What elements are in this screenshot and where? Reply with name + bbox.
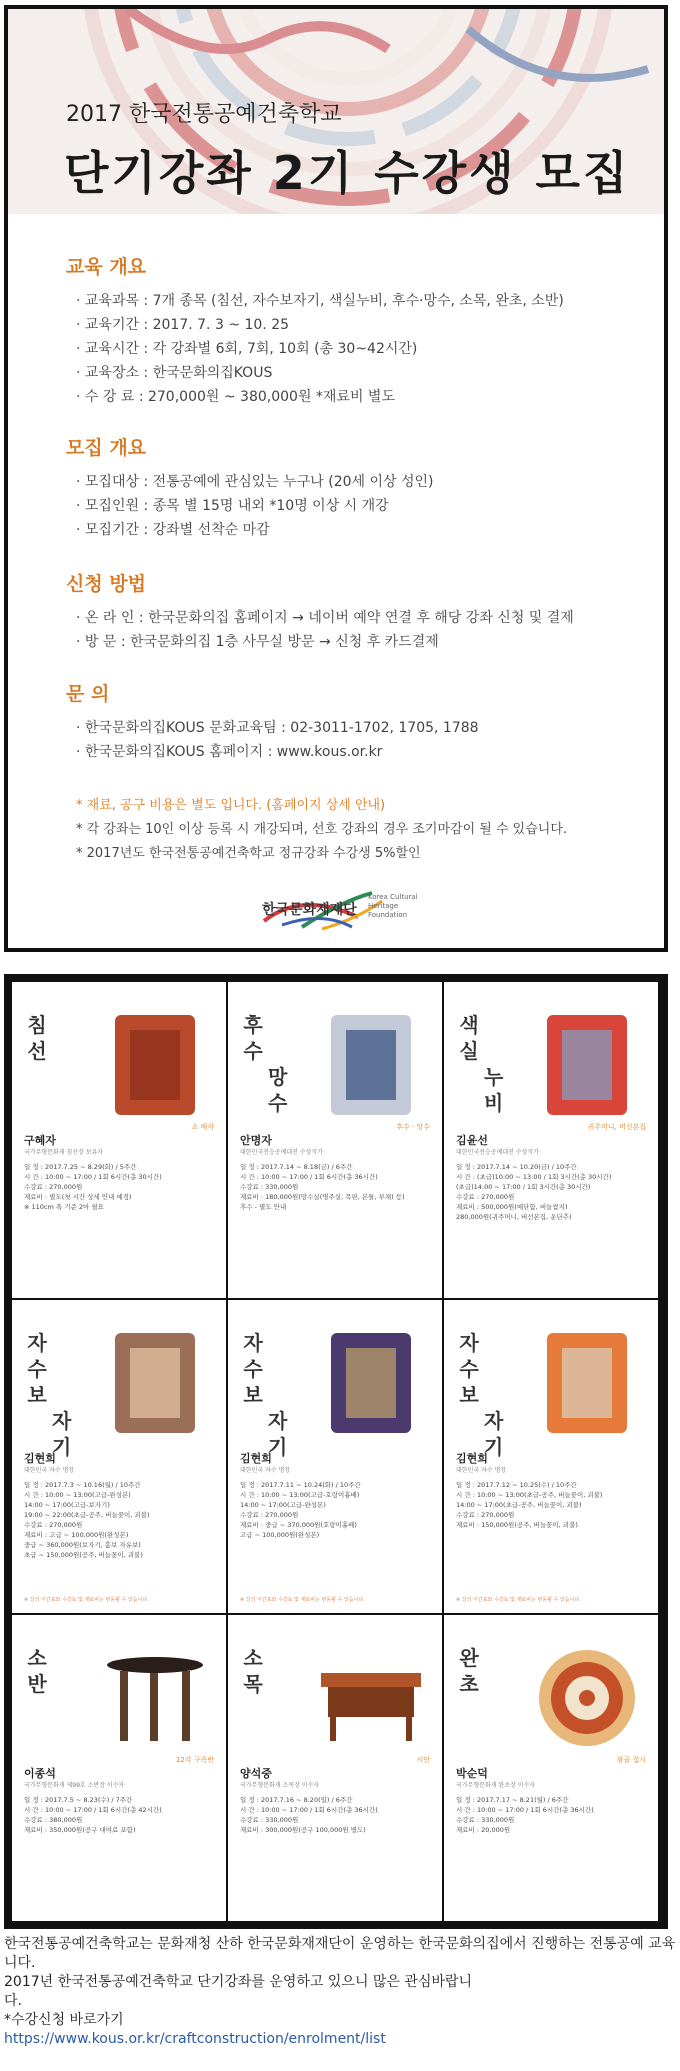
course-artwork — [532, 1643, 642, 1753]
course-detail-line: 일 정 : 2017.7.5 ~ 8.23(수) / 7주간 — [24, 1796, 133, 1804]
info-item: · 교육장소 : 한국문화의집KOUS — [76, 361, 564, 385]
course-detail-line: 280,000원(귀주머니, 버선본집, 운단추) — [456, 1213, 572, 1221]
course-detail-line: 19:00 ~ 22:00(초급-공주, 버늘꽂이, 괴불) — [24, 1511, 150, 1519]
course-title-char: 색 — [459, 1013, 479, 1037]
info-item: · 모집기간 : 강좌별 선착순 마감 — [76, 518, 434, 542]
section-heading: 신청 방법 — [66, 573, 147, 595]
course-detail-line: 14:00 ~ 17:00(초급-공주, 버늘꽂이, 괴불) — [456, 1501, 582, 1509]
course-title-char: 수 — [459, 1357, 479, 1381]
instructor-role: 국가무형문화재 제99호 소반장 이수자 — [24, 1782, 125, 1789]
course-detail-line: 시 간 : 10:00 ~ 17:00 / 1회 6시간(총 36시간) — [456, 1806, 594, 1814]
notes — [76, 794, 567, 866]
course-title: 후 수 망 수 — [243, 1013, 288, 1115]
course-details — [456, 1795, 656, 1835]
section-heading: 문 의 — [66, 683, 110, 705]
course-title-char: 침 — [27, 1013, 47, 1037]
course-artwork — [316, 1010, 426, 1120]
instructor-name: 김현희 — [24, 1452, 56, 1465]
course-details — [240, 1480, 440, 1540]
instructor-role: 국가무형문화재 완초장 이수자 — [456, 1782, 536, 1789]
instructor-role: 국가무형문화재 소목장 이수자 — [240, 1782, 320, 1789]
course-detail-line: 시 간 : (초급)10:00 ~ 13:00 / 1회 3시간(총 30시간) — [456, 1173, 612, 1181]
schedule-footnote: ※ 강의 시간표와 수강료 및 재료비는 변동될 수 있습니다. — [456, 1597, 581, 1603]
body-line: 다. — [4, 1993, 22, 2009]
section-education — [66, 252, 564, 409]
course-detail-line: 수강료 : 270,000원 — [24, 1521, 83, 1529]
info-item: · 온 라 인 : 한국문화의집 홈페이지 → 네이버 예약 연결 후 해당 강좌 신청 및 결제 — [76, 606, 574, 630]
instructor-role: 국가무형문화재 침선장 보유자 — [24, 1149, 104, 1156]
course-detail-line: 일 정 : 2017.7.3 ~ 10.16(월) / 10주간 — [24, 1481, 141, 1489]
course-detail-line: 시 간 : 10:00 ~ 13:00(초급-공주, 버늘꽂이, 괴불) — [456, 1491, 603, 1499]
course-details — [240, 1795, 440, 1835]
course-detail-line: 재료비 : 중급 ~ 370,000원(호랑이흉배) — [240, 1521, 357, 1529]
course-title-char: 목 — [243, 1672, 263, 1696]
course-title-char: 수 — [27, 1357, 47, 1381]
course-detail-line: 수강료 : 270,000원 — [240, 1511, 299, 1519]
course-details — [240, 1162, 440, 1212]
course-title — [242, 1645, 264, 1697]
section-heading: 교육 개요 — [66, 256, 147, 278]
post-body — [4, 1935, 676, 2049]
course-card — [444, 982, 658, 1298]
course-title-char: 완 — [459, 1646, 479, 1670]
course-title — [458, 1645, 480, 1697]
foundation-name: 한국문화재재단 — [262, 902, 357, 918]
artwork-caption: 왕골 접시 — [616, 1756, 646, 1764]
course-title-char: 보 — [459, 1383, 479, 1407]
instructor-role: 대한민국 자수 명장 — [456, 1467, 507, 1474]
course-card — [228, 1615, 442, 1921]
course-detail-line: 중급 ~ 360,000원(보자기, 홑보 자유보) — [24, 1541, 141, 1549]
course-title-char: 소 — [243, 1646, 263, 1670]
info-item: · 모집인원 : 종목 별 15명 내외 *10명 이상 시 개강 — [76, 494, 434, 518]
course-details — [456, 1480, 656, 1530]
instructor-role: 대한민국 자수 명장 — [24, 1467, 75, 1474]
foundation-logo — [262, 881, 432, 933]
instructor-name: 이종석 — [24, 1767, 56, 1780]
course-detail-line: 재료비 : 350,000원(공구 대여료 포함) — [24, 1826, 136, 1834]
body-line: 한국전통공예건축학교는 문화재청 산하 한국문화재재단이 운영하는 한국문화의집에서 진행하는 전통공예 교육 — [4, 1936, 676, 1952]
instructor-role: 대한민국전승공예대전 수상작가 — [240, 1149, 324, 1156]
course-details — [24, 1162, 224, 1212]
course-details — [24, 1795, 224, 1835]
course-detail-line: 재료비 : 180,000원(망수실(명주실, 목판, 본틀, 부채) 등) — [240, 1193, 405, 1201]
course-detail-line: 시 간 : 10:00 ~ 17:00 / 1회 6시간(총 42시간) — [24, 1806, 162, 1814]
foundation-name-en: Korea Cultural Heritage Foundation — [368, 893, 418, 919]
course-card — [12, 1615, 226, 1921]
course-detail-line: 초급 ~ 150,000원(공주, 버늘꽂이, 괴불) — [24, 1551, 143, 1559]
course-detail-line: 시 간 : 10:00 ~ 13:00(고급-완성본) — [24, 1491, 131, 1499]
course-detail-line: 시 간 : 10:00 ~ 17:00 / 1회 6시간(총 30시간) — [24, 1173, 162, 1181]
course-title-char: 소 — [27, 1646, 47, 1670]
course-title-char: 반 — [27, 1672, 47, 1696]
course-title — [26, 1645, 48, 1697]
course-detail-line: 재료비 : 500,000원(예단함, 버늘쌈지) — [456, 1203, 568, 1211]
course-detail-line: 일 정 : 2017.7.11 ~ 10.24(화) / 10주간 — [240, 1481, 361, 1489]
course-detail-line: 14:00 ~ 17:00(고급-보자기) — [24, 1501, 110, 1509]
course-details — [24, 1480, 224, 1560]
course-title: 색 실 누 비 — [459, 1013, 504, 1115]
note-line: * 각 강좌는 10인 이상 등록 시 개강되며, 선호 강좌의 경우 조기마감이 될 수 있습니다. — [76, 822, 568, 837]
course-artwork — [100, 1643, 210, 1753]
course-title-char: 보 — [27, 1383, 47, 1407]
body-line: 2017년 한국전통공예건축학교 단기강좌를 운영하고 있으니 많은 관심바랍니 — [4, 1974, 473, 1990]
enrolment-link[interactable]: https://www.kous.or.kr/craftconstruction/enrolment/list — [4, 2031, 386, 2047]
poster-title: 단기강좌 2기 수강생 모집 — [64, 146, 631, 200]
course-detail-line: 시 간 : 10:00 ~ 13:00(고급-호랑이흉배) — [240, 1491, 360, 1499]
course-card — [444, 1300, 658, 1613]
section-recruit — [66, 433, 434, 542]
course-detail-line: 고급 ~ 100,000원(완성본) — [240, 1531, 320, 1539]
course-title — [26, 1012, 48, 1064]
course-artwork — [532, 1010, 642, 1120]
artwork-caption: 서안 — [416, 1756, 430, 1764]
course-detail-line: 수강료 : 330,000원 — [240, 1816, 299, 1824]
instructor-name: 김현희 — [456, 1452, 488, 1465]
course-title-char: 후 — [243, 1013, 263, 1037]
course-detail-line: 14:00 ~ 17:00(고급-완성본) — [240, 1501, 326, 1509]
poster-subtitle: 2017 한국전통공예건축학교 — [66, 102, 342, 127]
course-detail-line: 재료비 : 별도(첫 시간 상세 안내 예정) — [24, 1193, 132, 1201]
course-title: 자 수 보 자 기 — [243, 1331, 288, 1459]
course-card — [12, 982, 226, 1298]
course-artwork — [532, 1328, 642, 1438]
course-artwork — [316, 1328, 426, 1438]
course-title-char: 수 — [243, 1357, 263, 1381]
course-detail-line: 재료비 : 20,000원 — [456, 1826, 511, 1834]
course-detail-line: 일 정 : 2017.7.16 ~ 8.20(일) / 6주간 — [240, 1796, 353, 1804]
course-title-char: 자 — [27, 1331, 47, 1355]
course-detail-line: 재료비 : 150,000원(공주, 버늘꽂이, 괴불) — [456, 1521, 578, 1529]
instructor-name: 김윤선 — [456, 1134, 488, 1147]
course-title-char: 수 — [243, 1039, 263, 1063]
schedule-footnote: ※ 강의 시간표와 수강료 및 재료비는 변동될 수 있습니다. — [24, 1597, 149, 1603]
schedule-footnote: ※ 강의 시간표와 수강료 및 재료비는 변동될 수 있습니다. — [240, 1597, 365, 1603]
banner-image — [8, 9, 664, 214]
course-detail-line: 시 간 : 10:00 ~ 17:00 / 1회 6시간(총 36시간) — [240, 1173, 378, 1181]
instructor-name: 안명자 — [240, 1134, 272, 1147]
course-detail-line: 일 정 : 2017.7.14 ~ 8.18(금) / 6주간 — [240, 1163, 353, 1171]
info-item: · 교육시간 : 각 강좌별 6회, 7회, 10회 (총 30~42시간) — [76, 337, 564, 361]
instructor-role: 대한민국 자수 명장 — [240, 1467, 291, 1474]
note-line: * 2017년도 한국전통공예건축학교 정규강좌 수강생 5%할인 — [76, 846, 421, 861]
course-detail-line: 수강료 : 270,000원 — [24, 1183, 83, 1191]
course-detail-line: 후수 - 별도 안내 — [240, 1203, 287, 1211]
section-heading: 모집 개요 — [66, 437, 147, 459]
course-grid — [4, 974, 668, 1929]
course-detail-line: 수강료 : 270,000원 — [456, 1193, 515, 1201]
course-title-char: 초 — [459, 1672, 479, 1696]
instructor-name: 박순덕 — [456, 1767, 488, 1780]
poster — [4, 5, 668, 952]
course-title: 자 수 보 자 기 — [27, 1331, 72, 1459]
instructor-name: 양석중 — [240, 1767, 272, 1780]
course-detail-line: ※ 110cm 폭 기준 2마 필요 — [24, 1203, 104, 1211]
course-artwork — [100, 1328, 210, 1438]
course-detail-line: 재료비 : 300,000원(공구 100,000원 별도) — [240, 1826, 366, 1834]
course-title-char: 실 — [459, 1039, 479, 1063]
info-item: · 교육과목 : 7개 종목 (침선, 자수보자기, 색실누비, 후수·망수, 소목, 완초, 소반) — [76, 289, 564, 313]
course-detail-line: 일 정 : 2017.7.25 ~ 8.29(화) / 5주간 — [24, 1163, 137, 1171]
course-card — [228, 982, 442, 1298]
course-details — [456, 1162, 656, 1222]
course-title: 자 수 보 자 기 — [459, 1331, 504, 1459]
instructor-role: 대한민국전승공예대전 수상작가 — [456, 1149, 540, 1156]
course-detail-line: 일 정 : 2017.7.12 ~ 10.25(수) / 10주간 — [456, 1481, 577, 1489]
artwork-caption: 쇼 배자 — [191, 1123, 214, 1131]
course-card — [444, 1615, 658, 1921]
course-card — [228, 1300, 442, 1613]
course-title-char: 보 — [243, 1383, 263, 1407]
note-line: * 재료, 공구 비용은 별도 입니다. (홈페이지 상세 안내) — [76, 798, 386, 813]
course-detail-line: 수강료 : 270,000원 — [456, 1511, 515, 1519]
artwork-caption: 후수 · 망수 — [396, 1123, 430, 1131]
artwork-caption: 12각 구족반 — [175, 1756, 214, 1764]
course-detail-line: (초급)14:00 ~ 17:00 / 1회 3시간(총 30시간) — [456, 1183, 591, 1191]
course-title-char: 선 — [27, 1039, 47, 1063]
info-item: · 한국문화의집KOUS 홈페이지 : www.kous.or.kr — [76, 740, 479, 764]
course-artwork — [100, 1010, 210, 1120]
info-item: · 한국문화의집KOUS 문화교육팀 : 02-3011-1702, 1705, 1788 — [76, 716, 479, 740]
body-line: 니다. — [4, 1955, 36, 1971]
course-detail-line: 시 간 : 10:00 ~ 17:00 / 1회 6시간(총 36시간) — [240, 1806, 378, 1814]
artwork-caption: 귀주머니, 버선본집 — [587, 1123, 646, 1131]
info-item: · 모집대상 : 전통공예에 관심있는 누구나 (20세 이상 성인) — [76, 470, 434, 494]
info-item: · 교육기간 : 2017. 7. 3 ~ 10. 25 — [76, 313, 564, 337]
instructor-name: 구혜자 — [24, 1134, 56, 1147]
course-detail-line: 수강료 : 330,000원 — [240, 1183, 299, 1191]
info-item: · 방 문 : 한국문화의집 1층 사무실 방문 → 신청 후 카드결제 — [76, 630, 574, 654]
course-detail-line: 수강료 : 330,000원 — [456, 1816, 515, 1824]
info-item: · 수 강 료 : 270,000원 ~ 380,000원 *재료비 별도 — [76, 385, 564, 409]
course-artwork — [316, 1643, 426, 1753]
section-apply — [66, 569, 574, 654]
course-detail-line: 수강료 : 380,000원 — [24, 1816, 83, 1824]
course-title-char: 자 — [459, 1331, 479, 1355]
course-card — [12, 1300, 226, 1613]
course-detail-line: 재료비 : 고급 ~ 100,000원(완성본) — [24, 1531, 129, 1539]
body-line: *수강신청 바로가기 — [4, 2012, 124, 2028]
course-title-char: 자 — [243, 1331, 263, 1355]
course-detail-line: 일 정 : 2017.7.14 ~ 10.20(금) / 10주간 — [456, 1163, 577, 1171]
instructor-name: 김현희 — [240, 1452, 272, 1465]
section-contact — [66, 679, 479, 764]
course-detail-line: 일 정 : 2017.7.17 ~ 8.21(월) / 6주간 — [456, 1796, 569, 1804]
